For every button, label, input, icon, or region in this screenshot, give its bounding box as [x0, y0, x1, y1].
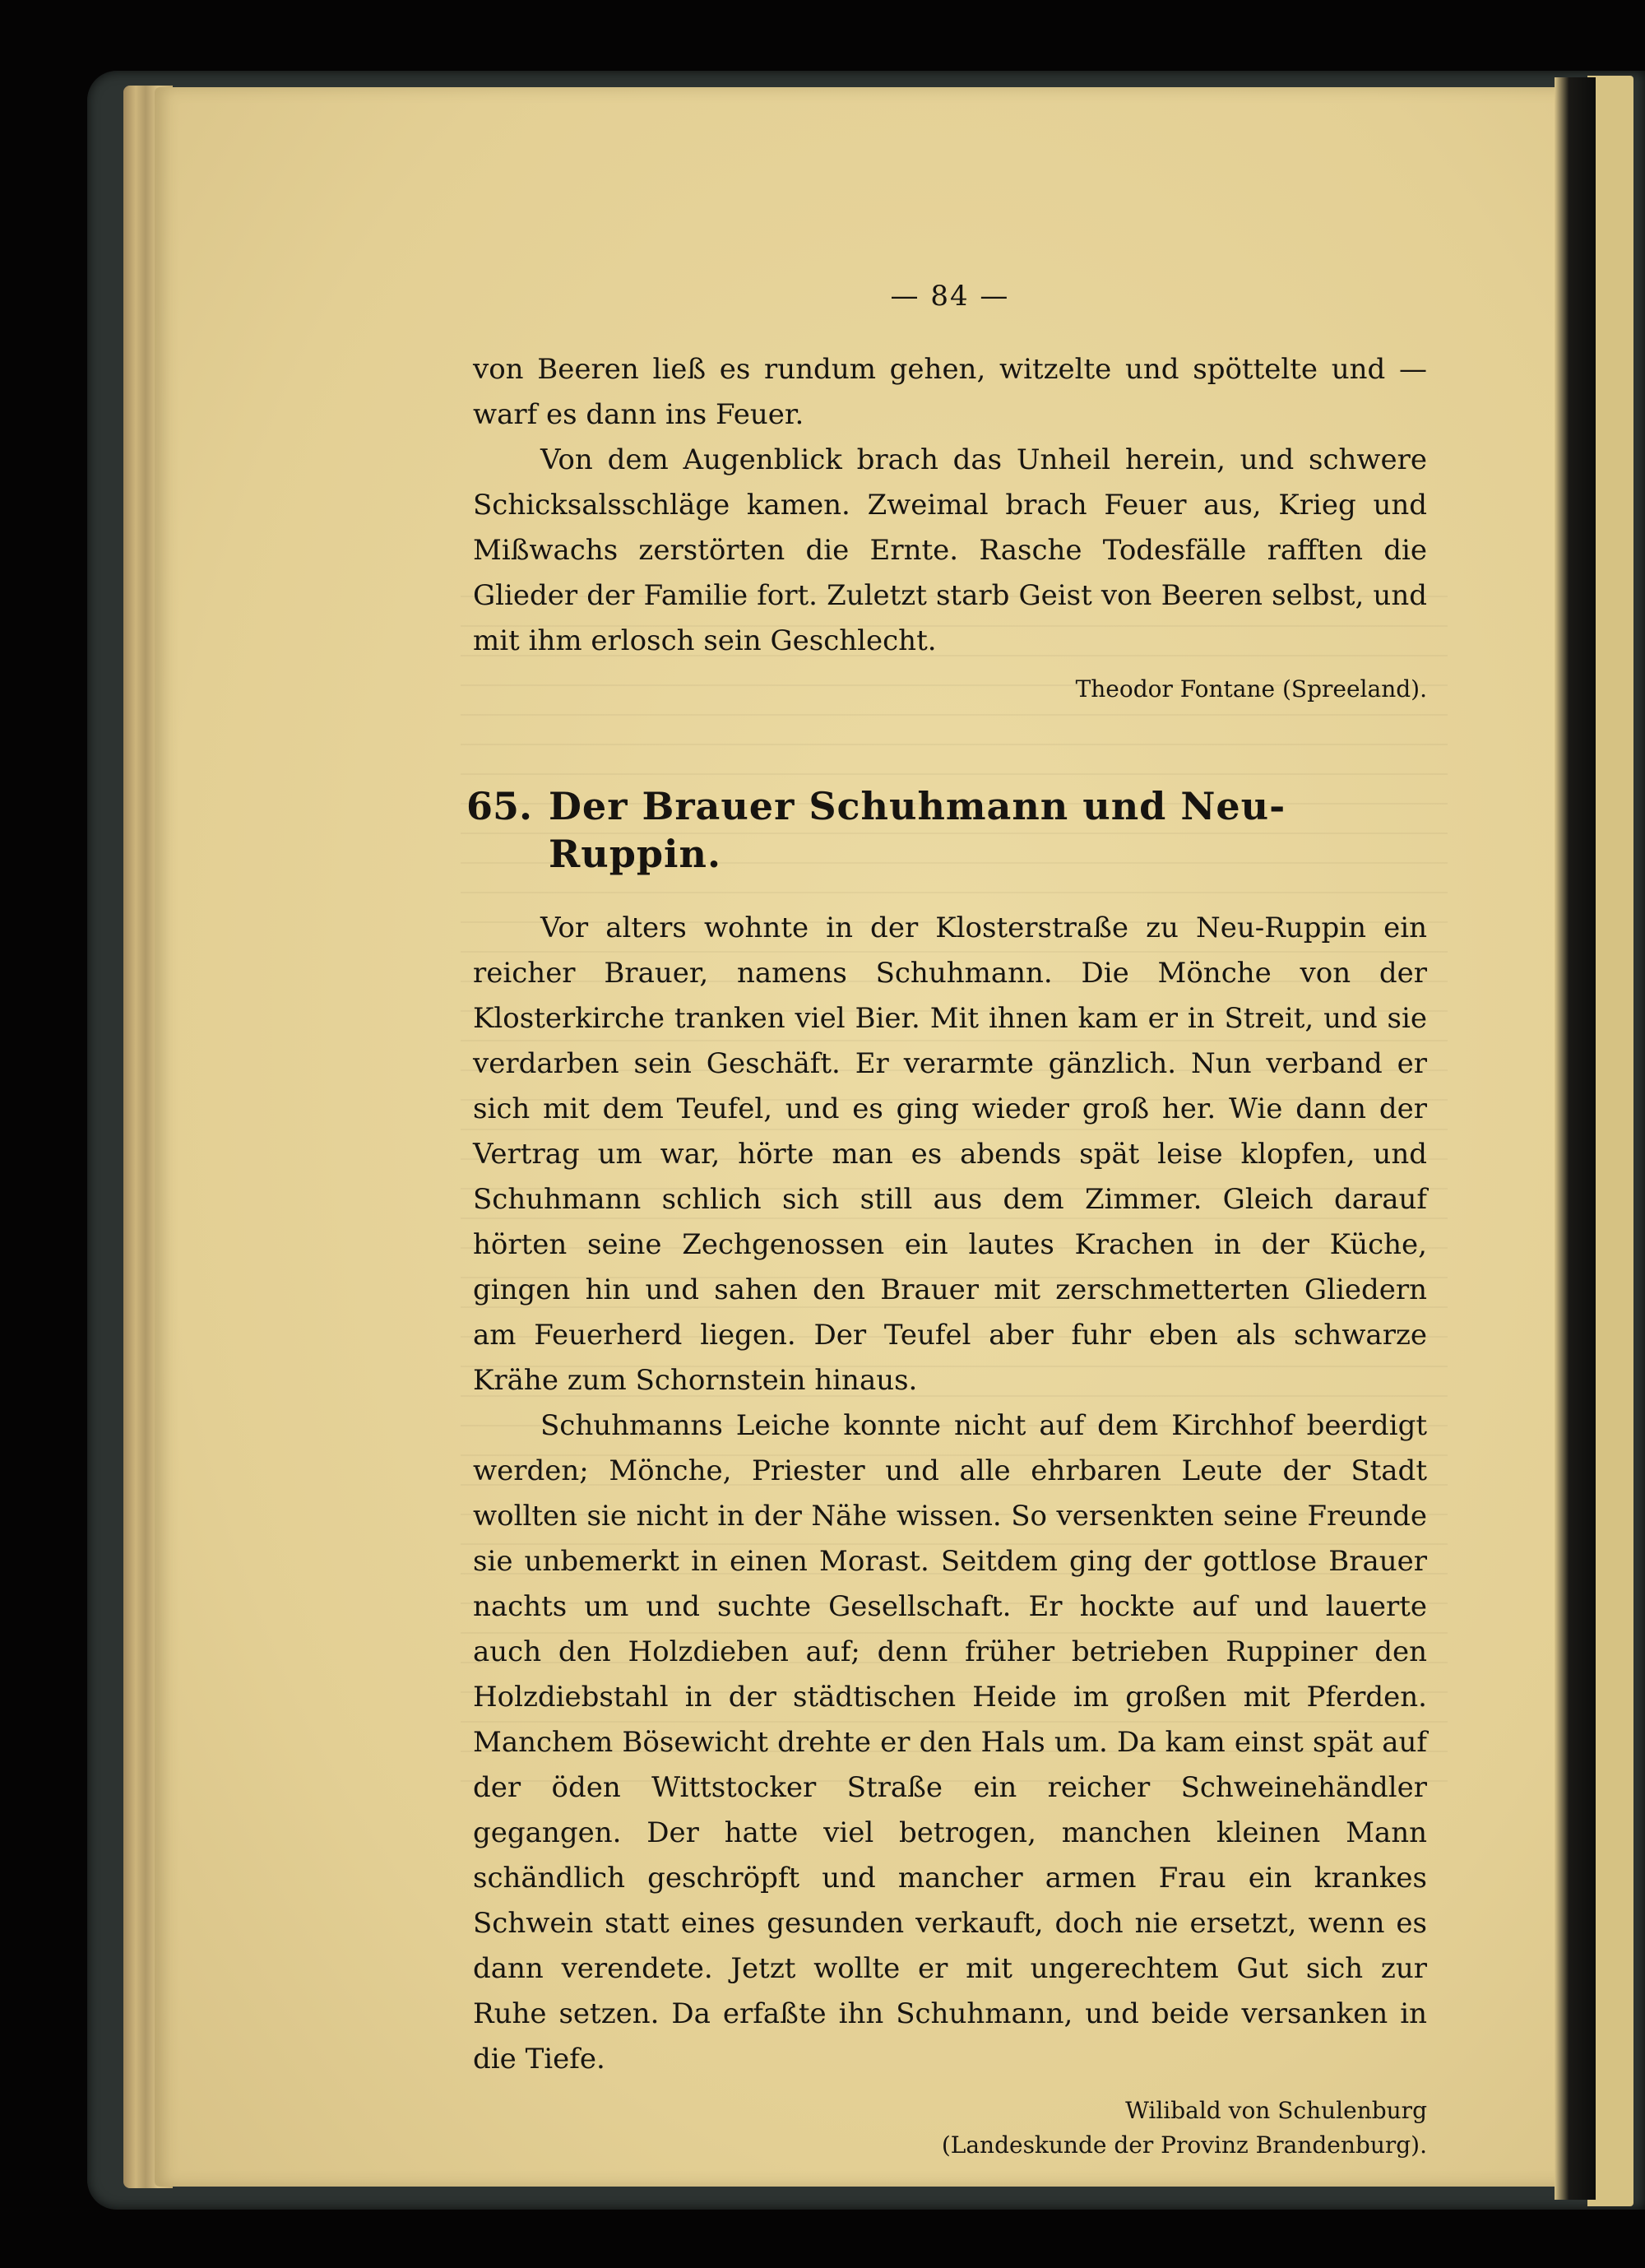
story-number: 65. [466, 784, 533, 828]
story-heading [466, 782, 1427, 878]
story-title: Der Brauer Schuhmann und Neu-Ruppin. [549, 784, 1286, 876]
page-number: — 84 — [890, 280, 1010, 313]
story-paragraph-1: Vor alters wohnte in der Klosterstraße zu Neu-Ruppin ein reicher Brauer, namens Schuhmann. Die Mönche von der Klosterkirche tranken viel Bier. Mit ihnen kam er in Streit, und sie verdarben sein Geschäft. Er verarmte gänzlich. Nun verband er sich mit dem Teufel, und es ging wieder groß her. Wie dann der Vertrag um war, hörte man es abends spät leise klopfen, und Schuhmann schlich sich still aus dem Zimmer. Gleich darauf hörten seine Zechgenossen ein lautes Krachen in der Küche, gingen hin und sahen den Brauer mit zerschmetterten Gliedern am Feuerherd liegen. Der Teufel aber fuhr eben als schwarze Krähe zum Schornstein hinaus. [473, 911, 1427, 1397]
book-gutter [1555, 77, 1596, 2200]
story-source-work: (Landeskunde der Provinz Brandenburg). [941, 2131, 1427, 2159]
page-text [466, 280, 1427, 2163]
story-source-author: Wilibald von Schulenburg [1125, 2097, 1427, 2124]
continuation-paragraph-1: von Beeren ließ es rundum gehen, witzelte und spöttelte und — warf es dann ins Feuer. [473, 353, 1427, 431]
continuation-paragraph-2: Von dem Augenblick brach das Unheil herein, und schwere Schicksalsschläge kamen. Zweimal brach Feuer aus, Krieg und Mißwachs zerstörten die Ernte. Rasche Todesfälle rafften die Glieder der Familie fort. Zuletzt starb Geist von Beeren selbst, und mit ihm erlosch sein Geschlecht. [473, 443, 1427, 657]
story-paragraph-2: Schuhmanns Leiche konnte nicht auf dem Kirchhof beerdigt werden; Mönche, Priester und alle ehrbaren Leute der Stadt wollten sie nicht in der Nähe wissen. So versenkten seine Freunde sie unbemerkt in einen Morast. Seitdem ging der gottlose Brauer nachts um und suchte Gesellschaft. Er hockte auf und lauerte auch den Holzdieben auf; denn früher betrieben Ruppiner den Holzdiebstahl in der städtischen Heide im großen mit Pferden. Manchem Bösewicht drehte er den Hals um. Da kam einst spät auf der öden Wittstocker Straße ein reicher Schweinehändler gegangen. Der hatte viel betrogen, manchen kleinen Mann schändlich geschröpft und mancher armen Frau ein krankes Schwein statt eines gesunden verkauft, doch nie ersetzt, wenn es dann verendete. Jetzt wollte er mit ungerechtem Gut sich zur Ruhe setzen. Da erfaßte ihn Schuhmann, und beide versanken in die Tiefe. [473, 1409, 1427, 2076]
story-source [473, 2094, 1427, 2163]
continuation-source: Theodor Fontane (Spreeland). [1075, 675, 1427, 703]
